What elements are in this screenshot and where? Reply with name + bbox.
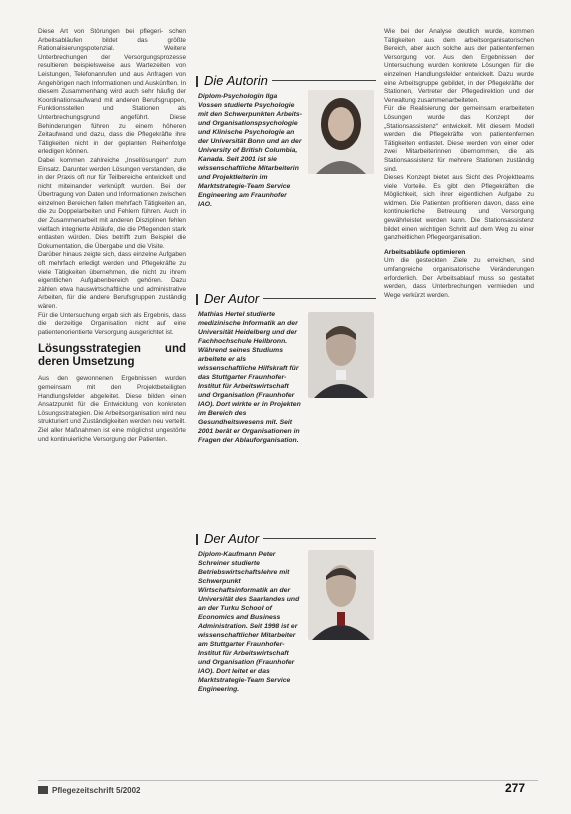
body-paragraph: Dabei kommen zahlreiche „Insellösungen“ zum Einsatz. Darunter werden Lösungen verstanden, die in der Praxis oft nur für Teilbereiche entwickelt und nicht miteinander verknüpft wurden. Bei der Übertragung von Daten und Informationen zwischen einzelnen Bereichen fallen mehrfach Tätigkeiten an, die zu Doppelarbeiten und Fehlern führen. Auch in der Zusammenarbeit mit anderen Disziplinen fehlen vielfach integrierte Abläufe, die die Pflegenden stark entlasten würden. Dies betrifft zum Beispiel die Dokumentation, die Übergabe und die Visite. [38,156,186,250]
footer-rule [38,780,538,781]
author-box-3 [196,532,376,782]
journal-logo-icon [38,786,48,794]
box-title: Die Autorin [196,74,272,88]
subheading: Arbeitsabläufe optimieren [384,248,466,256]
author-bio: Diplom-Psychologin Ilga Vossen studierte Psychologie mit den Schwerpunkten Arbeits- und Organisationspsychologie und Klinische Psychologie an der Universität Bonn und an der University of British Columbia, Kanada. Seit 2001 ist sie wissenschaftliche Mitarbeiterin und Projektleiterin im Marktstrategie-Team Service Engineering am Fraunhofer IAO. [198,93,302,208]
body-paragraph: Dieses Konzept bietet aus Sicht des Projektteams viele Vorteile. Es gibt den Pflegekräften die Möglichkeit, sich ihrer eigentlichen Aufgabe zu widmen. Die Patienten profitieren davon, dass eine kontinuierliche Betreuung und Versorgung gewährleistet werden kann. Die Stationsassistenz bildet einen wichtigen Schritt auf dem Weg zu einer ganzheitlichen Pflegeorganisation. [384,174,534,242]
body-paragraph: Für die Untersuchung ergab sich als Ergebnis, dass die derzeitige Organisation nicht auf eine patientenorientierte Versorgung ausgerichtet ist. [38,311,186,336]
section-heading: Lösungsstrategien und deren Umsetzung [38,343,186,369]
footer-journal-label: Pflegezeitschrift 5/2002 [38,786,140,795]
body-paragraph: Wie bei der Analyse deutlich wurde, kommen Tätigkeiten aus dem arbeitsorganisatorischen Bereich, aber auch solche aus der patientenfernen Versorgung vor. Aus den Ergebnissen der Untersuchung wurden konkrete Lösungen für die einzelnen Handlungsfelder entwickelt. Dazu wurde eine Arbeitsgruppe gebildet, in der Pflegekräfte der Stationen, Vertreter der Pflegedirektion und der Verwaltung zusammenarbeiteten. [384,28,534,104]
body-paragraph: Aus den gewonnenen Ergebnissen wurden gemeinsam mit den Projektbeteiligten Handlungsfelder abgeleitet. Diese bilden einen Ansatzpunkt für die Entwicklung von konkreten Lösungsstrategien. Die Arbeitsorganisation wird neu strukturiert und Zuständigkeiten werden neu verteilt. Ziel aller Maßnahmen ist eine möglichst ungestörte und kontinuierliche Versorgung der Patienten. [38,375,186,443]
page-number: 277 [505,781,526,795]
right-text-column [384,28,534,300]
author-photo [308,90,374,174]
body-paragraph: Für die Realisierung der gemeinsam erarbeiteten Lösungen wurde das Konzept der „Stationsassistenz“ entwickelt. Mit diesem Modell werden die Pflegekräfte von patientenfernen Tätigkeiten entlastet. Diese werden von einer oder zwei Mitarbeiterinnen übernommen, die als Stationsassistenz für mehrere Stationen zuständig sind. [384,105,534,173]
body-paragraph: Um die gesteckten Ziele zu erreichen, sind umfangreiche organisatorische Veränderungen erforderlich. Der Arbeitsablauf muss so gestaltet werden, dass Unterbrechungen vermieden und Wege verkürzt werden. [384,257,534,299]
author-box-2 [196,292,376,532]
box-title: Der Autor [196,532,263,546]
body-paragraph: Diese Art von Störungen bei pflegeri- schen Arbeitsabläufen bildet das größte Rationalisierungspotenzial. Weitere Unterbrechungen der Versorgungsprozesse resultieren beispielsweise aus Wartezeiten von Leistungen, Telefonanrufen und aus Anfragen von Angehörigen nach Informationen und Auskünften. In diesem Zusammenhang wird auch sehr häufig der Koordinationsaufwand mit anderen Berufsgruppen, Funktionsstellen und Stationen als Unterbrechungsgrund angeführt. Diese Behinderungen führen zu einem höheren Zeitaufwand und dazu, dass die Pflegekräfte ihre Tätigkeiten nicht in der geplanten Reihenfolge erledigen können. [38,28,186,156]
box-title: Der Autor [196,292,263,306]
author-photo [308,312,374,398]
author-photo [308,550,374,640]
author-bio: Diplom-Kaufmann Peter Schreiner studierte Betriebswirtschaftslehre mit Schwerpunkt Wirtschaftsinformatik an der Universität des Saarlandes und an der Turku School of Economics and Business Administration. Seit 1998 ist er wissenschaftlicher Mitarbeiter am Stuttgarter Fraunhofer-Institut für Arbeitswirtschaft und Organisation (Fraunhofer IAO). Dort leitet er das Marktstrategie-Team Service Engineering. [198,551,300,693]
author-box-1 [196,74,376,274]
author-bio: Mathias Hertel studierte medizinische Informatik an der Universität Heidelberg und der Fachhochschule Heilbronn. Während seines Studiums arbeitete er als wissenschaftliche Hilfskraft für das Stuttgarter Fraunhofer-Institut für Arbeitswirtschaft und Organisation (Fraunhofer IAO). Dort wirkte er in Projekten im Bereich des Gesundheitswesens mit. Seit 2001 berät er Organisationen in Fragen der Ablauforganisation. [198,311,301,444]
body-paragraph: Darüber hinaus zeigte sich, dass einzelne Aufgaben oft mehrfach erledigt werden und Pflegekräfte zu viele Tätigkeiten übernehmen, die nicht zu ihrem eigentlichen Aufgabenbereich gehören. Dazu zählen etwa hauswirtschaftliche und administrative Arbeiten, für die andere Berufsgruppen zuständig wären. [38,251,186,310]
left-text-column [38,28,186,444]
